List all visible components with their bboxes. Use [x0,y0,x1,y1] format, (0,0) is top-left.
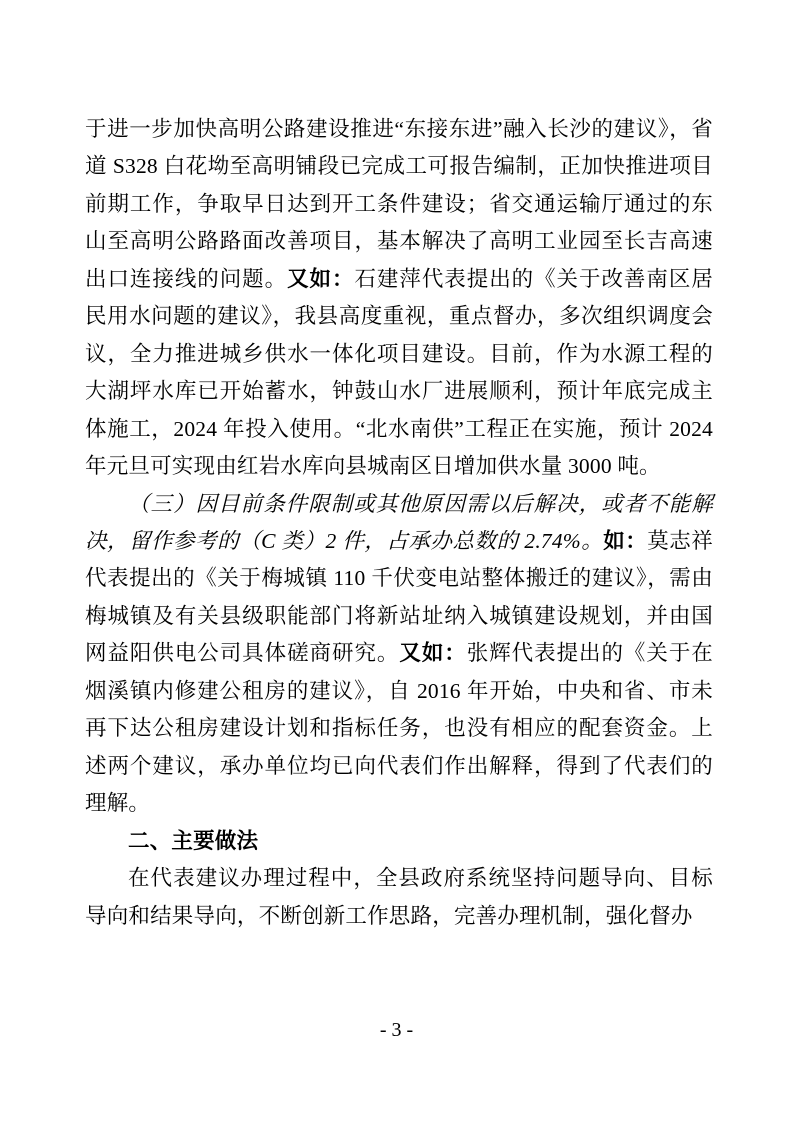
document-body [85,111,713,935]
body-text-run: 石建萍代表提出的《关于改善南区居民用水问题的建议》，我县高度重视，重点督办，多次组织调度会议，全力推进城乡供水一体化项目建设。目前，作为水源工程的大湖坪水库已开始蓄水，钟鼓山水厂进展顺利，预计年底完成主体施工，2024 年投入使用。“北水南供”工程正在实施，预计 2024 年元旦可实现由红岩水库向县城南区日增加供水量 3000 吨。 [85,266,713,479]
emphasis-run: 又如： [399,641,467,666]
section-heading: 二、主要做法 [128,828,259,853]
page-number: - 3 - [379,1019,414,1041]
body-text-run: 张辉代表提出的《关于在烟溪镇内修建公租房的建议》，自 2016 年开始，中央和省、市未再下达公租房建设计划和指标任务，也没有相应的配套资金。上述两个建议，承办单位均已向代表们作出解释，得到了代表们的理解。 [85,641,713,816]
emphasis-run: 如： [603,528,648,553]
paragraph-carryover [85,111,713,486]
paragraph-item-c [85,486,713,823]
emphasis-run: 又如： [287,266,355,291]
body-text-run: 在代表建议办理过程中，全县政府系统坚持问题导向、目标导向和结果导向，不断创新工作思路，完善办理机制，强化督办 [85,866,713,928]
body-text-run: 于进一步加快高明公路建设推进“东接东进”融入长沙的建议》，省道 S328 白花坳至高明铺段已完成工可报告编制，正加快推进项目前期工作，争取早日达到开工条件建设；省交通运输厅通过的东山至高明公路路面改善项目，基本解决了高明工业园至长吉高速出口连接线的问题。 [85,117,713,291]
body-text-run: 莫志祥代表提出的《关于梅城镇 110 千伏变电站整体搬迁的建议》，需由梅城镇及有关县级职能部门将新站址纳入城镇建设规划，并由国网益阳供电公司具体磋商研究。 [85,528,713,666]
paragraph-main-practices [85,860,713,935]
kai-subheading-run: （三）因目前条件限制或其他原因需以后解决，或者不能解决，留作参考的（C 类）2 件，占承办总数的 2.74%。 [85,491,713,553]
